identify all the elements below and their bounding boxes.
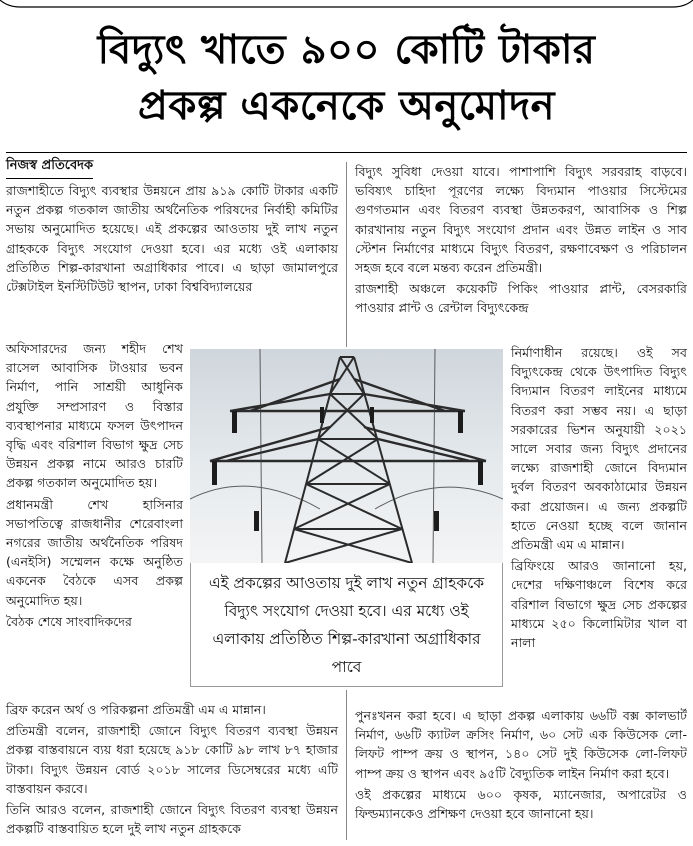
article-paragraph: বৈঠক শেষে সাংবাদিকদের xyxy=(6,613,132,629)
byline: নিজস্ব প্রতিবেদক xyxy=(6,156,93,179)
right-column-narrow xyxy=(511,343,687,654)
headline-rule xyxy=(6,152,687,153)
column-divider-bottom xyxy=(346,690,347,840)
article-paragraph: প্রধানমন্ত্রী শেখ হাসিনার সভাপতিত্বে রাজধানীর শেরেবাংলা নগরের জাতীয় অর্থনৈতিক পরিষদ (এনইসি) সম্মেলন কক্ষে অনুষ্ঠিত একনেক বৈঠকে এসব প্রকল্প অনুমোদিত হয়। xyxy=(6,496,183,608)
article-paragraph: তিনি আরও বলেন, রাজশাহী জোনে বিদ্যুৎ বিতরণ ব্যবস্থা উন্নয়ন প্রকল্পটি বাস্তবায়িত হলে দুই লাখ নতুন গ্রাহককে xyxy=(6,802,338,837)
article-paragraph: পুনঃখনন করা হবে। এ ছাড়া প্রকল্প এলাকায় ৬৬টি বক্স কালভার্ট নির্মাণ, ৬৬টি ক্যাটল ক্রসিং নির্মাণ, ৬০ সেট এক কিউসেক লো-লিফট পাম্প ক্রয় ও স্থাপন, ১৪০ সেট দুই কিউসেক লো-লিফট পাম্প ক্রয় ও স্থাপন এবং ৯৫টি বৈদ্যুতিক লাইন নির্মাণ করা হবে। xyxy=(355,708,687,781)
right-column-top xyxy=(355,162,687,320)
article-paragraph: ব্রিফ করেন অর্থ ও পরিকল্পনা প্রতিমন্ত্রী এম এ মান্নান। xyxy=(6,702,266,717)
article-paragraph: ওই প্রকল্পের মাধ্যমে ৬০০ কৃষক, ম্যানেজার, অপারেটর ও ফিল্ডম্যানকেও প্রশিক্ষণ দেওয়া হবে জানানো হয়। xyxy=(355,786,687,822)
left-column-narrow xyxy=(6,339,183,633)
headline xyxy=(0,22,693,134)
top-frame-line xyxy=(0,0,693,8)
article-paragraph: অফিসারদের জন্য শহীদ শেখ রাসেল আবাসিক টাওয়ার ভবন নির্মাণ, পানি সাশ্রয়ী আধুনিক প্রযুক্তি সম্প্রসারণ ও বিস্তার ব্যবস্থাপনার মাধ্যমে ফসল উৎপাদন বৃদ্ধি এবং বরিশাল বিভাগ ক্ষুদ্র সেচ উন্নয়ন প্রকল্প নামে আরও চারটি প্রকল্প গতকাল অনুমোদিত হয়। xyxy=(6,341,183,491)
column-divider-top xyxy=(346,162,347,347)
pull-quote: এই প্রকল্পের আওতায় দুই লাখ নতুন গ্রাহককে বিদ্যুৎ সংযোগ দেওয়া হবে। এর মধ্যে ওই এলাকায় প্রতিষ্ঠিত শিল্প-কারখানা অগ্রাধিকার পাবে xyxy=(190,563,503,687)
left-column-bottom xyxy=(6,700,338,840)
left-column-top xyxy=(6,181,338,298)
article-paragraph: ব্রিফিংয়ে আরও জানানো হয়, দেশের দক্ষিণাঞ্চলে বিশেষ করে বরিশাল বিভাগে ক্ষুদ্র সেচ প্রকল্পের মাধ্যমে ২৫০ কিলোমিটার খাল বা নালা xyxy=(511,558,687,651)
article-paragraph: রাজশাহী অঞ্চলে কয়েকটি পিকিং পাওয়ার প্লান্ট, বেসরকারি পাওয়ার প্লান্ট ও রেন্টাল বিদ্যুৎকেন্দ্র xyxy=(355,281,687,316)
right-column-bottom xyxy=(355,706,687,825)
headline-line-2: প্রকল্প একনেকে অনুমোদন xyxy=(138,83,555,129)
article-paragraph: নির্মাণাধীন রয়েছে। ওই সব বিদ্যুৎকেন্দ্র থেকে উৎপাদিত বিদ্যুৎ বিদ্যমান বিতরণ লাইনের মাধ্যমে বিতরণ করা সম্ভব নয়। এ ছাড়া সরকারের ভিশন অনুযায়ী ২০২১ সালে সবার জন্য বিদ্যুৎ প্রদানের লক্ষ্যে রাজশাহী জোনে বিদ্যমান দুর্বল বিতরণ অবকাঠামোর উন্নয়ন করা প্রয়োজন। এ জন্য প্রকল্পটি হাতে নেওয়া হচ্ছে বলে জানান প্রতিমন্ত্রী এম এ মান্নান। xyxy=(511,345,687,553)
article-paragraph: প্রতিমন্ত্রী বলেন, রাজশাহী জোনে বিদ্যুৎ বিতরণ ব্যবস্থা উন্নয়ন প্রকল্প বাস্তবায়নে ব্যয় ধরা হয়েছে ৯১৮ কোটি ৯৮ লাখ ৮৭ হাজার টাকা। বিদ্যুৎ উন্নয়ন বোর্ড ২০১৮ সালের ডিসেম্বরের মধ্যে এটি বাস্তবায়ন করবে। xyxy=(6,723,338,796)
transmission-tower-photo xyxy=(190,349,503,563)
headline-line-1: বিদ্যুৎ খাতে ৯০০ কোটি টাকার xyxy=(97,27,596,73)
article-paragraph: রাজশাহীতে বিদ্যুৎ ব্যবস্থার উন্নয়নে প্রায় ৯১৯ কোটি টাকার একটি নতুন প্রকল্প গতকাল জাতীয় অর্থনৈতিক পরিষদের নির্বাহী কমিটির সভায় অনুমোদিত হয়েছে। এই প্রকল্পের আওতায় দুই লাখ নতুন গ্রাহককে বিদ্যুৎ সংযোগ দেওয়া হবে। এর মধ্যে ওই এলাকায় প্রতিষ্ঠিত শিল্প-কারখানা অগ্রাধিকার পাবে। এ ছাড়া জামালপুরে টেক্সটাইল ইনস্টিটিউট স্থাপন, ঢাকা বিশ্ববিদ্যালয়ের xyxy=(6,183,338,295)
article-paragraph: বিদ্যুৎ সুবিধা দেওয়া যাবে। পাশাপাশি বিদ্যুৎ সরবরাহ বাড়বে। ভবিষ্যৎ চাহিদা পূরণের লক্ষ্যে বিদ্যমান পাওয়ার সিস্টেমের গুণগতমান এবং বিতরণ ব্যবস্থা উন্নতকরণ, আবাসিক ও শিল্প কারখানায় নতুন বিদ্যুৎ সংযোগ প্রদান এবং উন্নত লাইন ও সাব স্টেশন নির্মাণের মাধ্যমে বিদ্যুৎ বিতরণ, রক্ষণাবেক্ষণ ও পরিচালন সহজ হবে বলে মন্তব্য করেন প্রতিমন্ত্রী। xyxy=(355,164,687,276)
transmission-tower-icon xyxy=(190,349,503,563)
